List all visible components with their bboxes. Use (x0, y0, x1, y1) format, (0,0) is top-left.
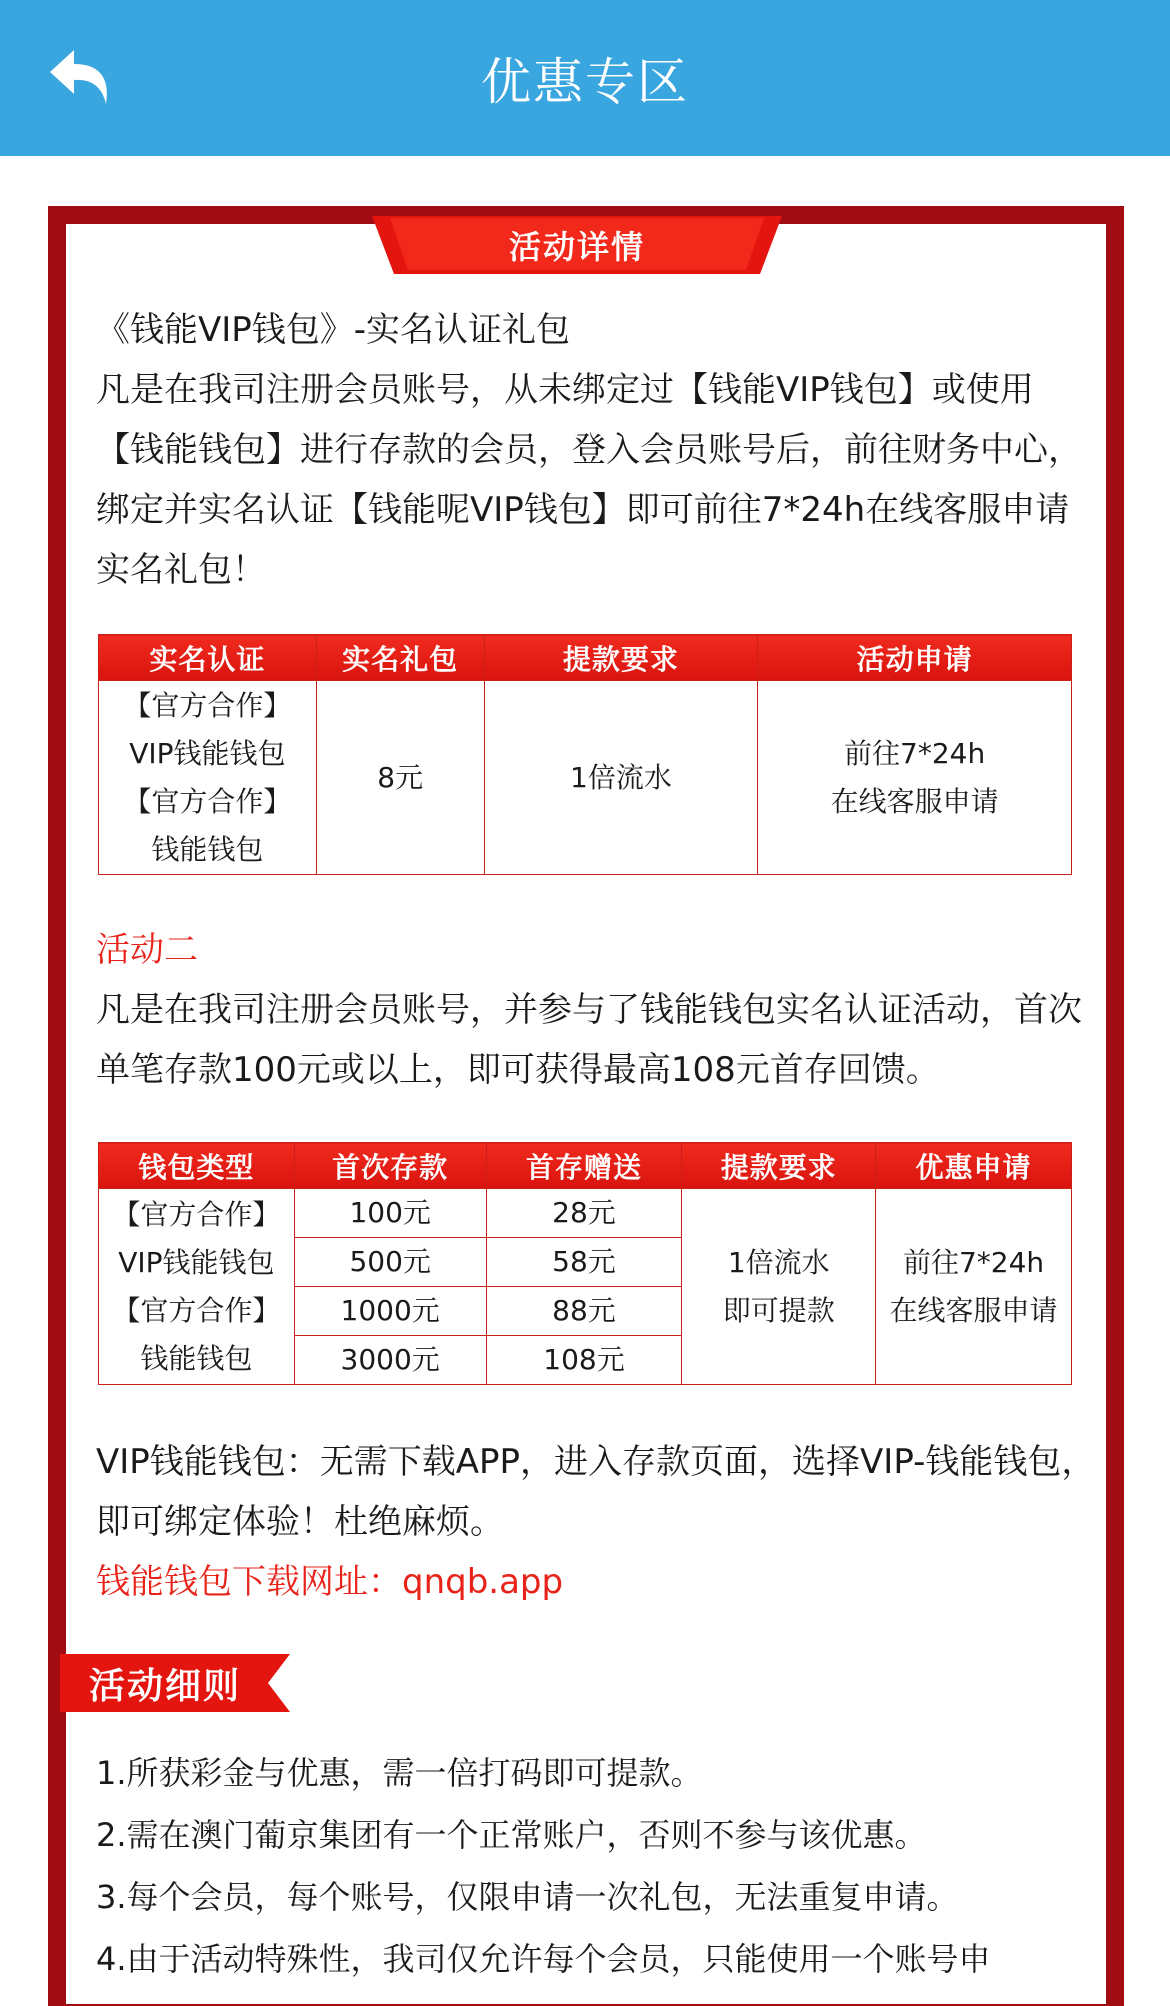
requirement-cell: 1倍流水 (484, 681, 758, 875)
apply-cell (876, 1189, 1072, 1385)
deposit-cell: 100元 (294, 1189, 486, 1238)
gift-cell: 28元 (486, 1189, 682, 1238)
table-header: 实名认证 (99, 635, 317, 681)
rules-list (96, 1742, 1096, 1990)
table-row (99, 681, 1072, 875)
page-title: 优惠专区 (481, 53, 689, 111)
table-header: 优惠申请 (876, 1143, 1072, 1189)
apply-cell (758, 681, 1072, 875)
wallet-line: VIP钱能钱包 (129, 736, 286, 770)
table-row (99, 1189, 1072, 1238)
table-header: 首次存款 (294, 1143, 486, 1189)
table-header: 钱包类型 (99, 1143, 295, 1189)
bonus-cell: 8元 (316, 681, 484, 875)
wallet-line: 【官方合作】 (112, 1293, 281, 1327)
rules-title: 活动细则 (88, 1665, 241, 1707)
table-header: 首存赠送 (486, 1143, 682, 1189)
intro-title: 《钱能VIP钱包》-实名认证礼包 (96, 310, 571, 350)
download-link[interactable]: 钱能钱包下载网址：qnqb.app (96, 1562, 564, 1602)
intro-body: 凡是在我司注册会员账号，从未绑定过【钱能VIP钱包】或使用【钱能钱包】进行存款的会员，登入会员账号后，前往财务中心，绑定并实名认证【钱能呢VIP钱包】即可前往7*24h在线客服申请实名礼包！ (96, 370, 1082, 590)
deposit-cell: 1000元 (294, 1287, 486, 1336)
wallet-type-cell (99, 681, 317, 875)
requirement-line: 即可提款 (722, 1293, 835, 1327)
activity2-title: 活动二 (96, 930, 198, 970)
wallet-line: 钱能钱包 (151, 832, 264, 866)
table-header-row (99, 635, 1072, 681)
apply-line: 前往7*24h (844, 736, 986, 770)
deposit-cell: 3000元 (294, 1336, 486, 1385)
table-header: 提款要求 (682, 1143, 876, 1189)
apply-line: 在线客服申请 (830, 784, 999, 818)
top-bar (0, 0, 1170, 156)
vip-wallet-note: VIP钱能钱包：无需下载APP，进入存款页面，选择VIP-钱能钱包，即可绑定体验！杜绝麻烦。 (96, 1442, 1096, 1542)
list-item: 4.由于活动特殊性，我司仅允许每个会员，只能使用一个账号申 (96, 1940, 991, 1978)
list-item: 1.所获彩金与优惠，需一倍打码即可提款。 (96, 1754, 703, 1792)
realname-gift-table (98, 634, 1072, 875)
activity2-body: 凡是在我司注册会员账号，并参与了钱能钱包实名认证活动，首次单笔存款100元或以上，即可获得最高108元首存回馈。 (96, 990, 1082, 1090)
wallet-line: 【官方合作】 (123, 784, 292, 818)
gift-cell: 108元 (486, 1336, 682, 1385)
wallet-line: 钱能钱包 (140, 1341, 253, 1375)
back-arrow-icon (44, 44, 120, 112)
wallet-line: VIP钱能钱包 (118, 1245, 275, 1279)
table-header: 提款要求 (484, 635, 758, 681)
wallet-line: 【官方合作】 (112, 1197, 281, 1231)
table-header: 实名礼包 (316, 635, 484, 681)
table-header: 活动申请 (758, 635, 1072, 681)
wallet-type-cell (99, 1189, 295, 1385)
table-header-row (99, 1143, 1072, 1189)
back-button[interactable] (44, 44, 120, 112)
wallet-line: 【官方合作】 (123, 688, 292, 722)
gift-cell: 88元 (486, 1287, 682, 1336)
list-item: 2.需在澳门葡京集团有一个正常账户，否则不参与该优惠。 (96, 1816, 927, 1854)
requirement-cell (682, 1189, 876, 1385)
list-item: 3.每个会员，每个账号，仅限申请一次礼包，无法重复申请。 (96, 1878, 959, 1916)
deposit-cell: 500元 (294, 1238, 486, 1287)
section-title: 活动详情 (508, 228, 645, 266)
apply-line: 前往7*24h (902, 1245, 1045, 1279)
gift-cell: 58元 (486, 1238, 682, 1287)
apply-line: 在线客服申请 (889, 1293, 1058, 1327)
first-deposit-table (98, 1142, 1072, 1385)
requirement-line: 1倍流水 (727, 1245, 830, 1279)
